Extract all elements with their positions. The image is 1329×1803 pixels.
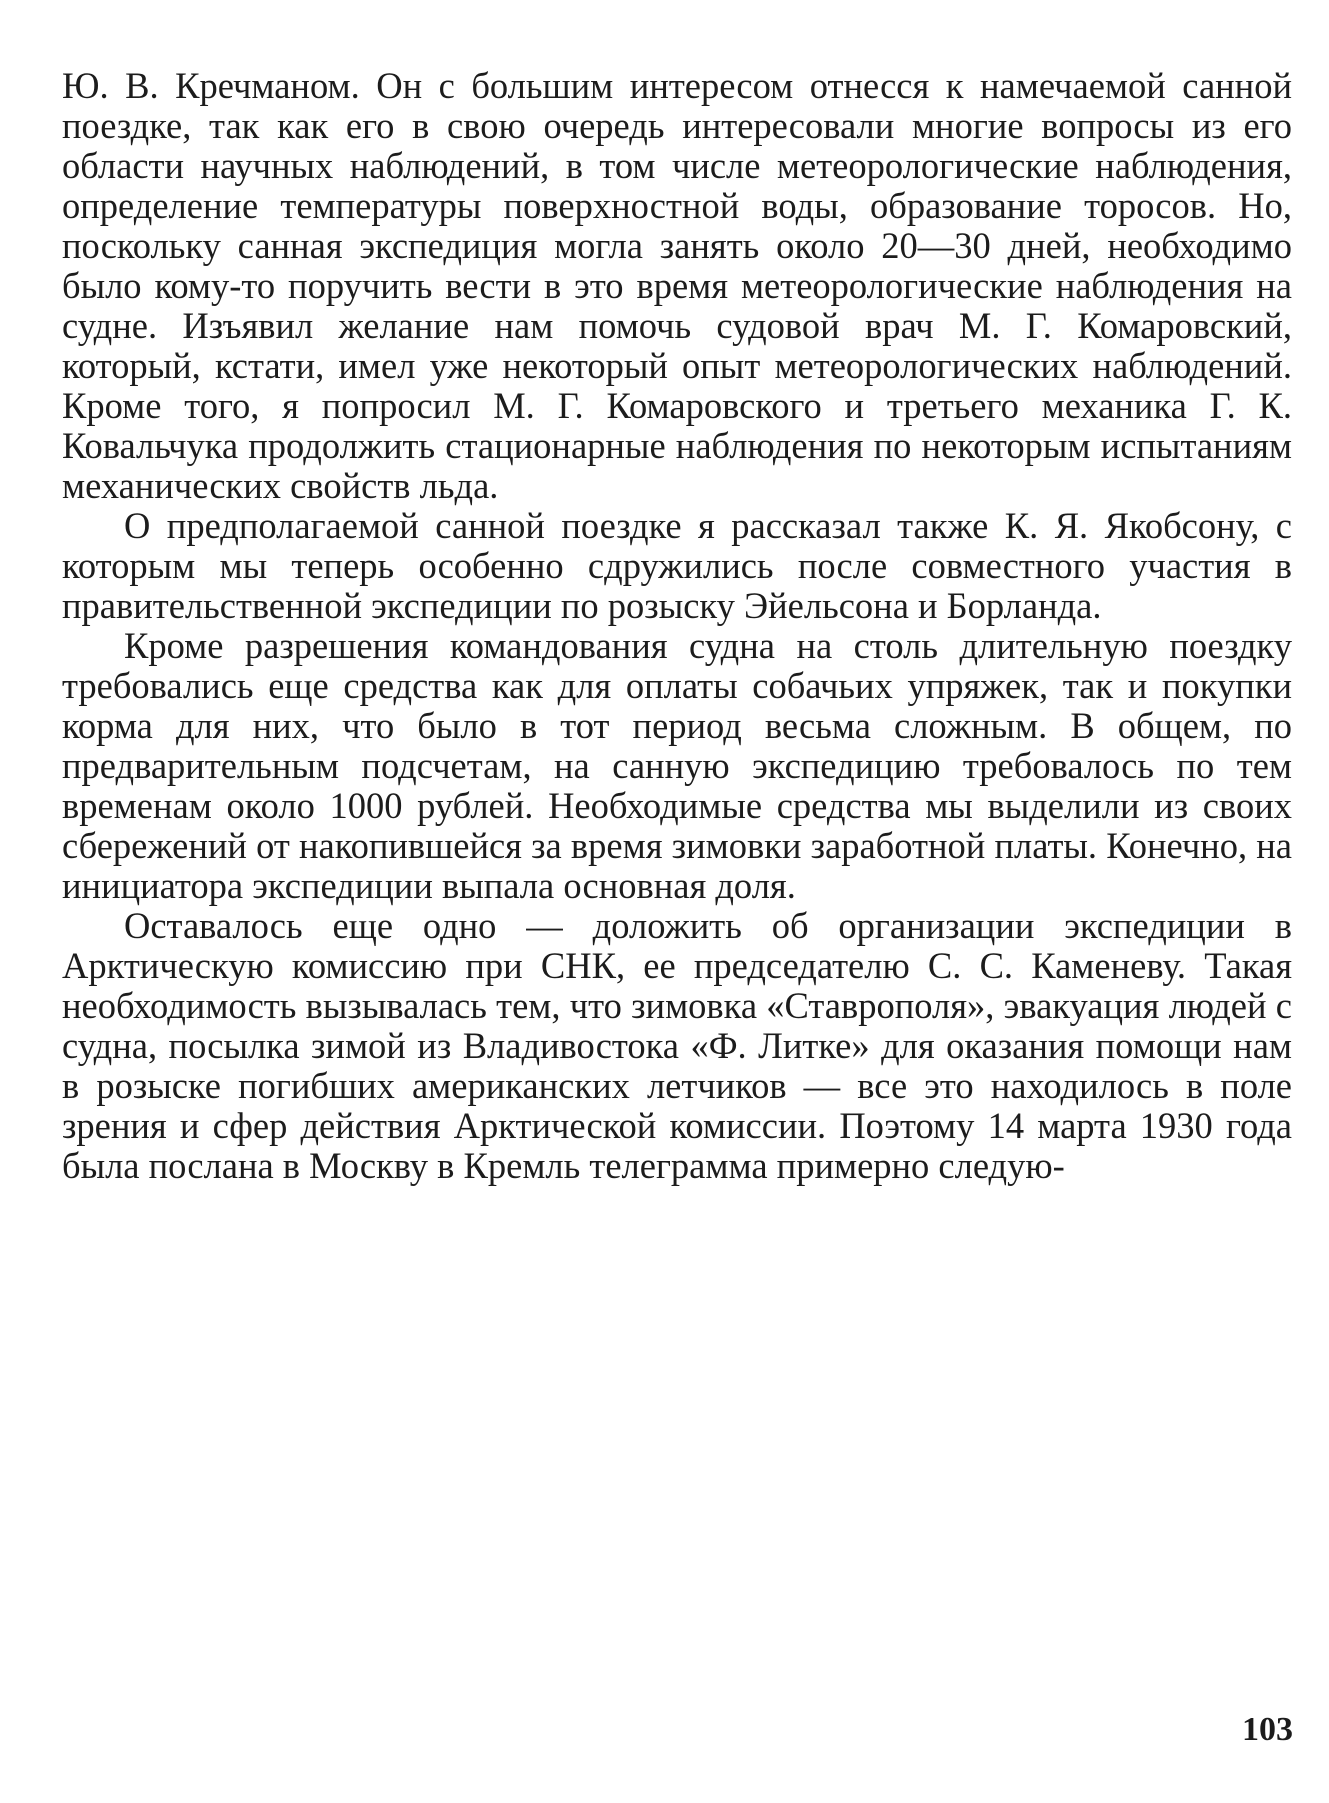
paragraph-3: Кроме разрешения командования судна на столь длительную поездку требовались еще средства как для оплаты собачьих упряжек, так и покупки корма для них, что было в тот период весьма сложным. В общем, по предварительным подсчетам, на санную экспедицию требовалось по тем временам около 1000 рублей. Необходимые средства мы выделили из своих сбережений от накопившейся за время зимовки заработной платы. Конечно, на инициатора экспедиции выпала основная доля. [62,625,1292,906]
page-text [62,66,1292,1186]
page-number: 103 [1242,1711,1293,1748]
paragraph-4: Оставалось еще одно — доложить об организации экспедиции в Арктическую комиссию при СНК, ее председателю С. С. Каменеву. Такая необходимость вызывалась тем, что зимовка «Ставрополя», эвакуация людей с судна, посылка зимой из Владивостока «Ф. Литке» для оказания помощи нам в розыске погибших американских летчиков — все это находилось в поле зрения и сфер действия Арктической комиссии. Поэтому 14 марта 1930 года была послана в Москву в Кремль телеграмма примерно следую- [62,905,1292,1186]
paragraph-2: О предполагаемой санной поездке я рассказал также К. Я. Якобсону, с которым мы теперь особенно сдружились после совместного участия в правительственной экспедиции по розыску Эйельсона и Борланда. [62,505,1292,626]
paragraph-1: Ю. В. Кречманом. Он с большим интересом отнесся к намечаемой санной поездке, так как его в свою очередь интересовали многие вопросы из его области научных наблюдений, в том числе метеорологические наблюдения, определение температуры поверхностной воды, образование торосов. Но, поскольку санная экспедиция могла занять около 20—30 дней, необходимо было кому-то поручить вести в это время метеорологические наблюдения на судне. Изъявил желание нам помочь судовой врач М. Г. Комаровский, который, кстати, имел уже некоторый опыт метеорологических наблюдений. Кроме того, я попросил М. Г. Комаровского и третьего механика Г. К. Ковальчука продолжить стационарные наблюдения по некоторым испытаниям механических свойств льда. [62,65,1292,506]
